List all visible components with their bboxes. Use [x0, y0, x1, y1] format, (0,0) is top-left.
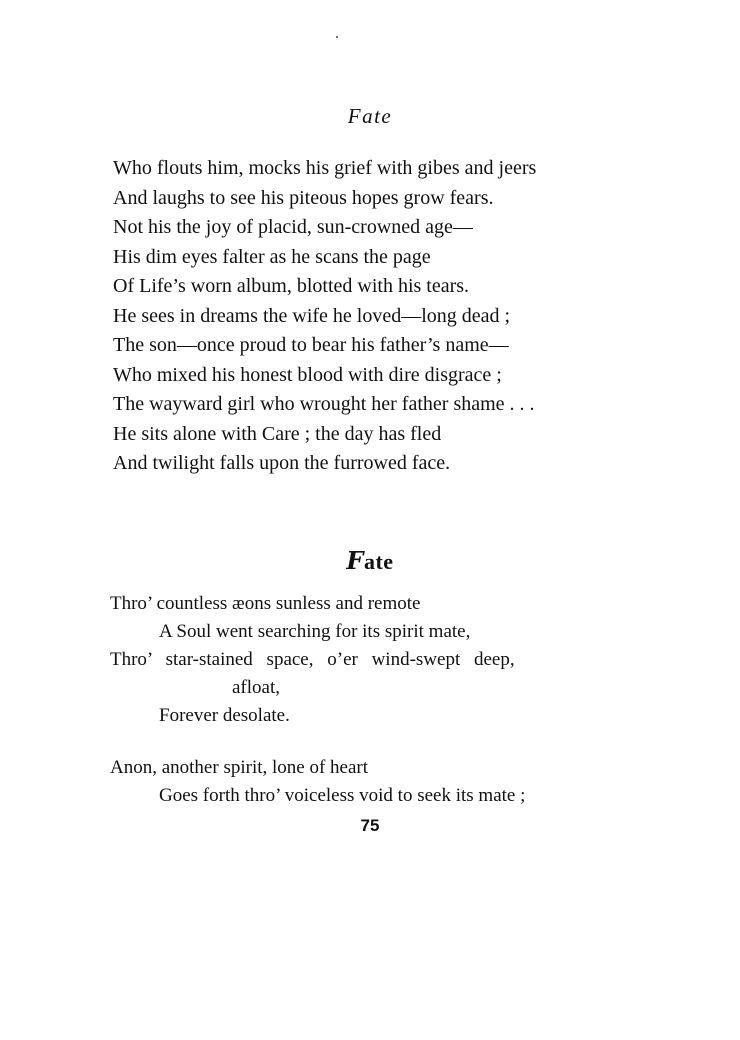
poem-line: Anon, another spirit, lone of heart: [110, 757, 369, 778]
poem-stanza: [110, 590, 670, 730]
poem-line: Who mixed his honest blood with dire disgrace ;: [113, 363, 502, 386]
poem-line: The wayward girl who wrought her father shame . . .: [113, 393, 535, 415]
poem-line: A Soul went searching for its spirit mate,: [159, 621, 471, 642]
poem-line: Forever desolate.: [159, 705, 290, 726]
poem-line: Not his the joy of placid, sun-crowned age—: [113, 216, 473, 238]
poem-line: His dim eyes falter as he scans the page: [113, 245, 431, 268]
poem-title-fate: Fate: [347, 104, 393, 128]
poem-line: He sees in dreams the wife he loved—long dead ;: [113, 304, 511, 327]
poem-line: Of Life’s worn album, blotted with his tears.: [113, 275, 470, 297]
poem-title-fate-blackletter: [0, 546, 740, 575]
print-speck: [336, 36, 338, 38]
title-rest: ate: [363, 549, 394, 574]
poem-stanza: [113, 154, 673, 479]
poem-line: And laughs to see his piteous hopes grow fears.: [113, 186, 494, 209]
poem-line: Who flouts him, mocks his grief with gibes and jeers: [113, 157, 537, 179]
poem-line: Thro’ countless æons sunless and remote: [110, 593, 421, 614]
poem-line: He sits alone with Care ; the day has fled: [113, 422, 442, 445]
poem-stanza: [110, 754, 670, 810]
poem-line: And twilight falls upon the furrowed face.: [113, 452, 451, 474]
page-number: 75: [360, 816, 380, 835]
poem-line: The son—once proud to bear his father’s name—: [113, 334, 509, 356]
poem-line: Goes forth thro’ voiceless void to seek its mate ;: [159, 785, 526, 806]
poem-line: afloat,: [232, 677, 281, 698]
poem-line: Thro’ star-stained space, o’er wind-swept deep,: [110, 649, 515, 670]
title-initial: F: [346, 546, 364, 575]
